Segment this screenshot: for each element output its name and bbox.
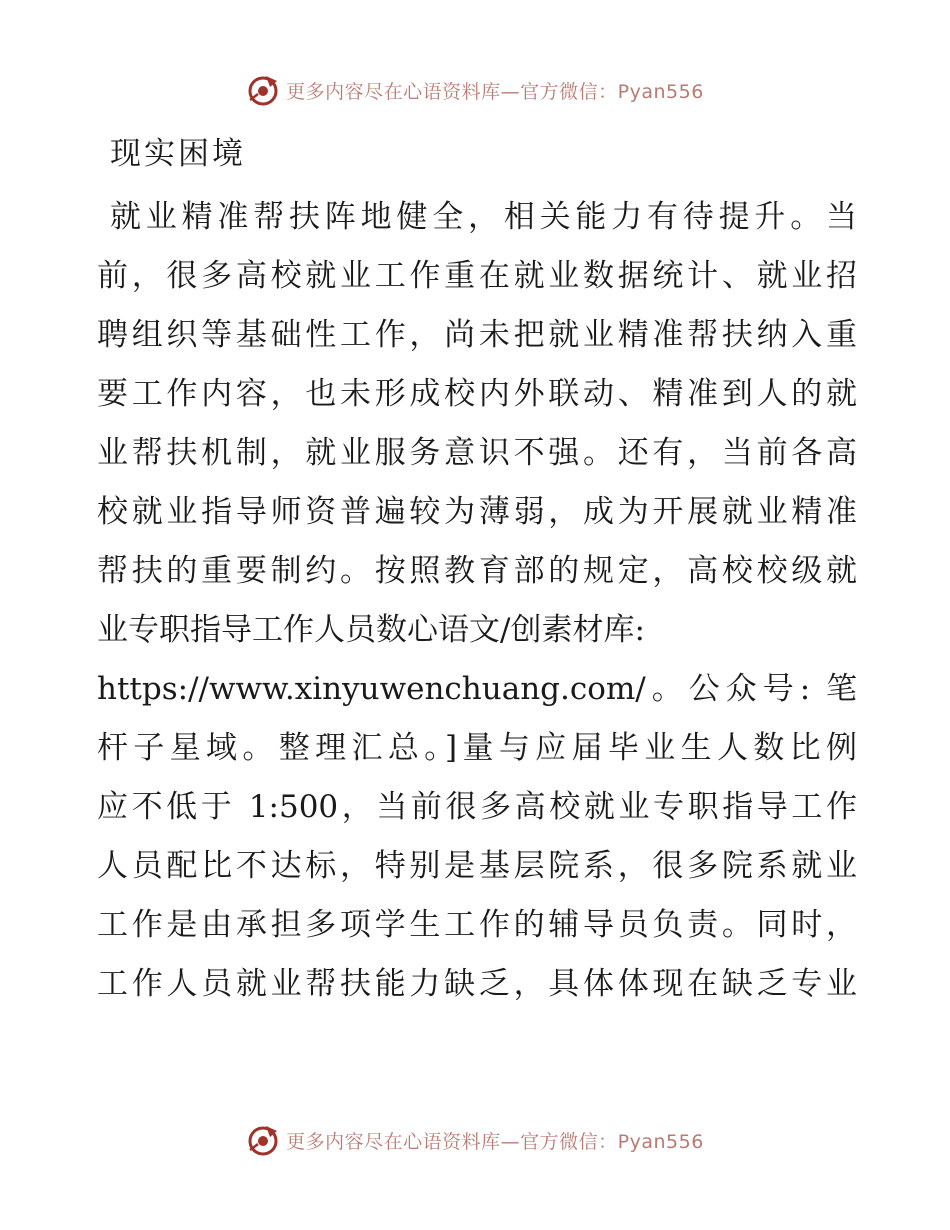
footer-banner-text: 更多内容尽在心语资料库—官方微信：Pyan556 — [286, 1130, 704, 1153]
logo-icon — [246, 73, 280, 107]
paragraph-line: 要工作内容，也未形成校内外联动、精准到人的就 — [97, 376, 857, 412]
paragraph-line: 前，很多高校就业工作重在就业数据统计、就业招 — [97, 258, 857, 294]
paragraph-line: 应不低于 1:500，当前很多高校就业专职指导工作 — [97, 789, 857, 825]
paragraph-line: 工作人员就业帮扶能力缺乏，具体体现在缺乏专业 — [97, 966, 857, 1002]
paragraph-line: 杆子星域。整理汇总。]量与应届毕业生人数比例 — [97, 730, 857, 766]
paragraph-line: https://www.xinyuwenchuang.com/。公众号: 笔 — [97, 671, 857, 707]
header-watermark-banner — [0, 70, 950, 110]
body-paragraph — [97, 188, 857, 1014]
paragraph-line: 就业精准帮扶阵地健全，相关能力有待提升。当 — [110, 199, 857, 235]
header-banner-text: 更多内容尽在心语资料库—官方微信：Pyan556 — [286, 80, 704, 103]
paragraph-line: 业专职指导工作人员数心语文/创素材库: — [97, 612, 645, 648]
paragraph-line: 业帮扶机制，就业服务意识不强。还有，当前各高 — [97, 435, 857, 471]
paragraph-line: 校就业指导师资普遍较为薄弱，成为开展就业精准 — [97, 494, 857, 530]
paragraph-line: 人员配比不达标，特别是基层院系，很多院系就业 — [97, 848, 857, 884]
paragraph-line: 聘组织等基础性工作，尚未把就业精准帮扶纳入重 — [97, 317, 857, 353]
footer-watermark-banner — [0, 1120, 950, 1160]
paragraph-line: 工作是由承担多项学生工作的辅导员负责。同时， — [97, 907, 857, 943]
logo-icon — [246, 1123, 280, 1157]
paragraph-line: 帮扶的重要制约。按照教育部的规定，高校校级就 — [97, 553, 857, 589]
section-heading: 现实困境 — [110, 136, 246, 172]
